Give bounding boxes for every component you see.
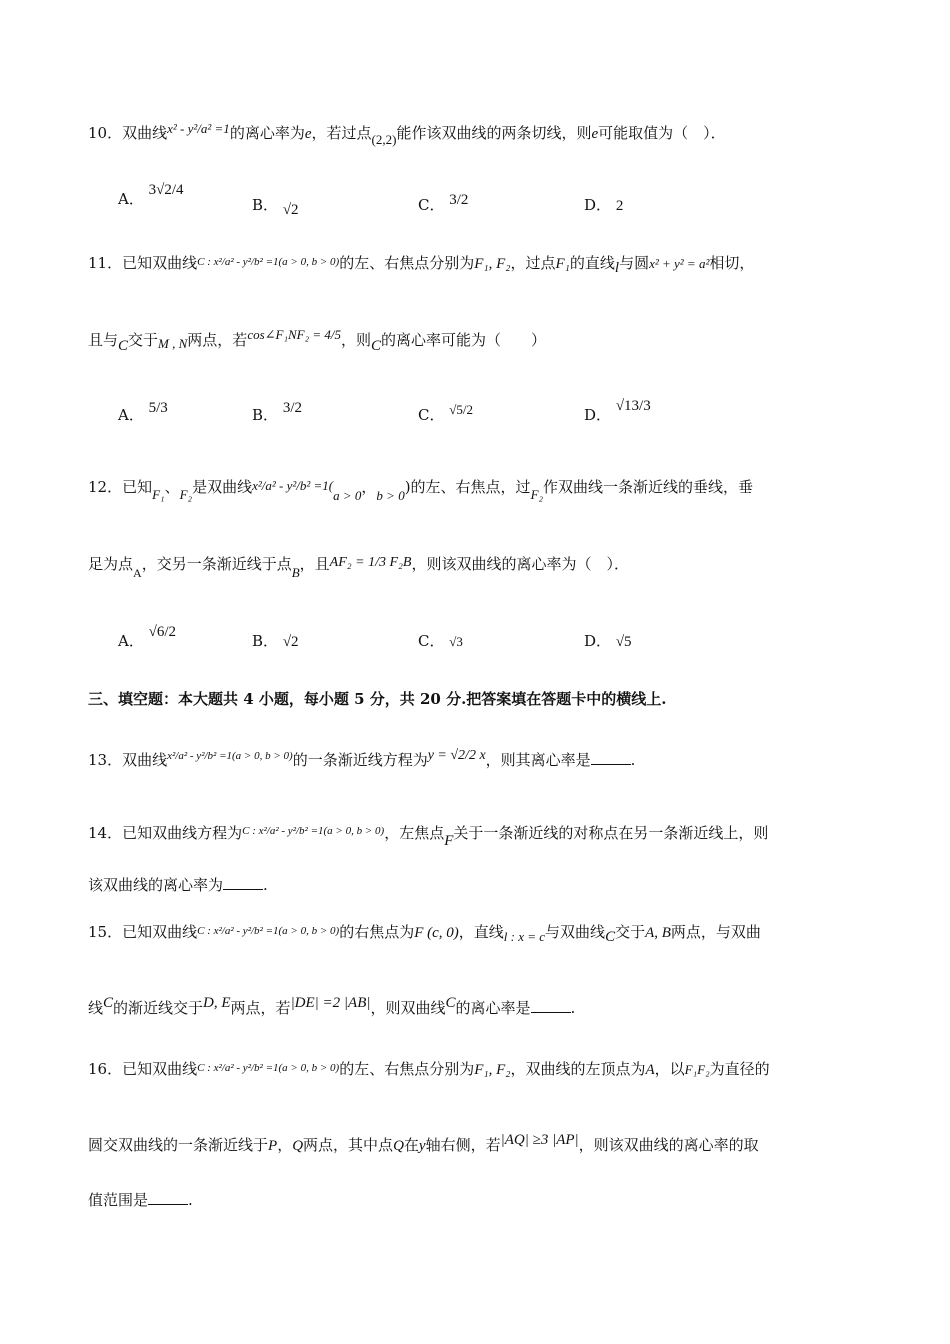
hyperbola-formula: C : x²/a² - y²/b² =1(a > 0, b > 0) — [197, 256, 340, 268]
question-15-line2: 线C的渐近线交于D, E两点，若|DE| =2 |AB|，则双曲线C的离心率是 . — [88, 995, 576, 1017]
point: (2,2) — [371, 132, 397, 147]
answer-blank[interactable] — [148, 1192, 188, 1205]
question-number: 12． — [88, 478, 123, 496]
question-number: 15． — [88, 923, 123, 941]
q10-option-d[interactable]: D． 2 — [584, 196, 624, 214]
hyperbola-formula: C : x²/a² - y²/b² =1(a > 0, b > 0) — [197, 1062, 340, 1074]
question-number: 13． — [88, 751, 123, 769]
q11-option-a[interactable]: A． 5/3 — [118, 400, 168, 424]
hyperbola-formula: x² - y²/a² =1 — [167, 121, 230, 136]
asymptote-equation: y = √2/2 x — [427, 748, 486, 763]
question-16-line3: 值范围是 . — [88, 1191, 193, 1209]
q12-option-a[interactable]: A． √6/2 — [118, 624, 177, 650]
question-15: 15．已知双曲线$^{C : x^2/a^2 - y^2/b^2 =1(a > 0, b > 0)}$的右焦点为F (c, 0)，直线l : x = c与双曲线C交于A, B两点，与双曲 — [88, 923, 761, 945]
question-10: 10．双曲线x² - y²/a² =1的离心率为e，若过点(2,2)能作该双曲线的两条切线，则e可能取值为（ ）． — [88, 121, 726, 147]
section-title: 三、填空题：本大题共 4 小题，每小题 5 分，共 20 分.把答案填在答题卡中的横线上. — [88, 690, 667, 708]
question-12-line2: 足为点$_A$，交另一条渐近线于点B，且AF₂ = 1/3 F₂B，则该双曲线的离心率为（ ）． — [88, 555, 629, 580]
q11-option-d[interactable]: D． √13/3 — [584, 398, 651, 424]
hyperbola-formula: C : x²/a² - y²/b² =1(a > 0, b > 0) — [197, 925, 340, 937]
length-condition: |AQ| ≥3 |AP| — [500, 1132, 579, 1148]
answer-blank[interactable] — [591, 752, 631, 765]
answer-blank[interactable] — [531, 1000, 571, 1013]
vector-relation: AF₂ = 1/3 F₂B — [329, 555, 412, 570]
question-number: 16． — [88, 1060, 123, 1078]
length-condition: |DE| =2 |AB| — [290, 995, 371, 1011]
question-11-line2: 且与C交于M , N两点，若cos∠F₁NF₂ = 4/5，则C的离心率可能为（ ） — [88, 327, 547, 354]
question-number: 10． — [88, 124, 123, 142]
cos-condition: cos∠F₁NF₂ = 4/5 — [247, 327, 342, 342]
question-14: 14．已知双曲线方程为$^{C : x^2/a^2 - y^2/b^2 =1(a > 0, b > 0)}$，左焦点F关于一条渐近线的对称点在另一条渐近线上，则 — [88, 824, 769, 849]
q12-option-b[interactable]: B． √2 — [252, 632, 299, 650]
q10-option-b[interactable]: B． √2 — [252, 196, 299, 218]
q11-option-b[interactable]: B． 3/2 — [252, 400, 302, 424]
q10-option-c[interactable]: C． 3/2 — [418, 192, 469, 214]
hyperbola-formula: C : x²/a² - y²/b² =1(a > 0, b > 0) — [242, 825, 385, 837]
question-number: 14． — [88, 824, 123, 842]
question-number: 11． — [88, 254, 123, 272]
question-16: 16．已知双曲线$^{C : x^2/a^2 - y^2/b^2 =1(a > 0, b > 0)}$的左、右焦点分别为F₁, F₂，双曲线的左顶点为A，以F₁F₂为直径的 — [88, 1060, 770, 1078]
q12-option-c[interactable]: C． √3 — [418, 632, 463, 650]
question-14-line2: 该双曲线的离心率为 . — [88, 876, 268, 894]
q12-option-d[interactable]: D． √5 — [584, 632, 632, 650]
question-16-line2: 圆交双曲线的一条渐近线于P，Q两点，其中点Q在y轴右侧，若|AQ| ≥3 |AP|，则该双曲线的离心率的取 — [88, 1132, 759, 1154]
answer-blank[interactable] — [223, 877, 263, 890]
question-11: 11．已知双曲线$^{C : x^2/a^2 - y^2/b^2 =1(a > 0, b > 0)}$的左、右焦点分别为F₁, F₂，过点F₁的直线l与圆x² + y² = a²相切， — [88, 254, 755, 276]
q10-option-a[interactable]: A． 3√2/4 — [118, 182, 184, 208]
q11-option-c[interactable]: C． √5/2 — [418, 402, 474, 424]
question-12: 12．已知F₁、F₂是双曲线x²/a² - y²/b² =1(a > 0，b > 0)的左、右焦点，过F₂作双曲线一条渐近线的垂线，垂 — [88, 478, 754, 503]
hyperbola-formula: x²/a² - y²/b² =1( — [252, 478, 334, 493]
question-13: 13．双曲线$^{x^2/a^2 - y^2/b^2 =1(a > 0, b > 0)}$的一条渐近线方程为y = √2/2 x，则其离心率是 . — [88, 748, 636, 769]
hyperbola-formula: x²/a² - y²/b² =1(a > 0, b > 0) — [167, 750, 293, 762]
circle-formula: x² + y² = a² — [649, 256, 710, 271]
